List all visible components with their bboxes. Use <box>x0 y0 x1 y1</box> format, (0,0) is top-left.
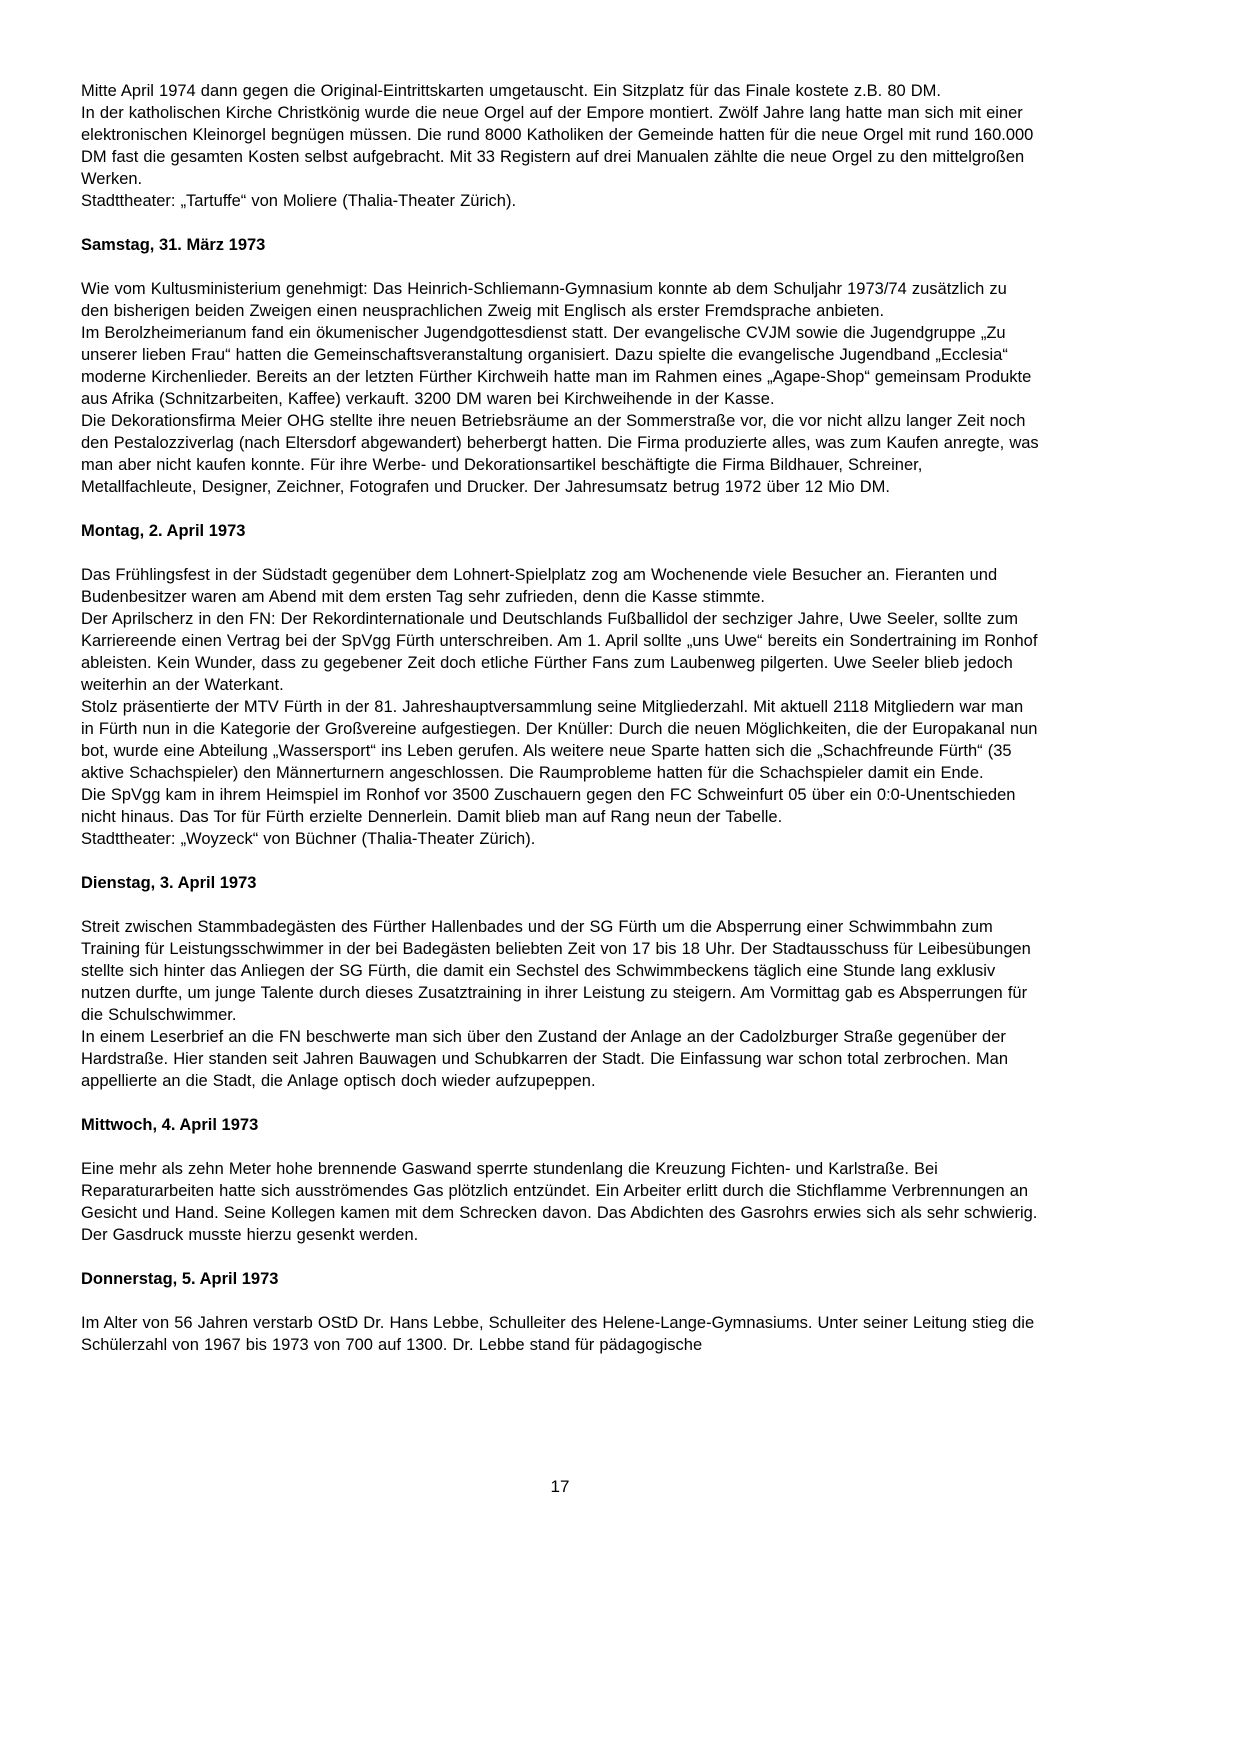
paragraph: Mitte April 1974 dann gegen die Original-Eintrittskarten umgetauscht. Ein Sitzplatz für das Finale kostete z.B. 80 DM. <box>81 82 942 100</box>
paragraph: In einem Leserbrief an die FN beschwerte man sich über den Zustand der Anlage an der Cadolzburger Straße gegenüber der Hardstraße. Hier standen seit Jahren Bauwagen und Schubkarren der Stadt. Die Einfassung war schon total zerbrochen. Man appellierte an die Stadt, die Anlage optisch doch wieder aufzupeppen. <box>81 1028 1009 1090</box>
paragraph: Stolz präsentierte der MTV Fürth in der 81. Jahreshauptversammlung seine Mitgliederzahl. Mit aktuell 2118 Mitgliedern war man in Fürth nun in die Kategorie der Großvereine aufgestiegen. Der Knüller: Durch die neuen Möglichkeiten, die der Europakanal nun bot, wurde eine Abteilung „Wassersport“ ins Leben gerufen. Als weitere neue Sparte hatten sich die „Schachfreunde Fürth“ (35 aktive Schachspieler) den Männerturnern angeschlossen. Die Raumprobleme hatten für die Schachspieler damit ein Ende. <box>81 698 1038 782</box>
date-heading-dienstag: Dienstag, 3. April 1973 <box>81 874 257 892</box>
date-heading-montag: Montag, 2. April 1973 <box>81 522 246 540</box>
paragraph: Das Frühlingsfest in der Südstadt gegenüber dem Lohnert-Spielplatz zog am Wochenende viele Besucher an. Fieranten und Budenbesitzer waren am Abend mit dem ersten Tag sehr zufrieden, denn die Kasse stimmte. <box>81 566 998 606</box>
paragraph: Die Dekorationsfirma Meier OHG stellte ihre neuen Betriebsräume an der Sommerstraße vor, die vor nicht allzu langer Zeit noch den Pestalozziverlag (nach Eltersdorf abgewandert) beherbergt hatten. Die Firma produzierte alles, was zum Kaufen anregte, was man aber nicht kaufen konnte. Für ihre Werbe- und Dekorationsartikel beschäftigte die Firma Bildhauer, Schreiner, Metallfachleute, Designer, Zeichner, Fotografen und Drucker. Der Jahresumsatz betrug 1972 über 12 Mio DM. <box>81 412 1039 496</box>
paragraph: In der katholischen Kirche Christkönig wurde die neue Orgel auf der Empore montiert. Zwölf Jahre lang hatte man sich mit einer elektronischen Kleinorgel begnügen müssen. Die rund 8000 Katholiken der Gemeinde hatten für die neue Orgel mit rund 160.000 DM fast die gesamten Kosten selbst aufgebracht. Mit 33 Registern auf drei Manualen zählte die neue Orgel zu den mittelgroßen Werken. <box>81 104 1034 188</box>
paragraph: Im Berolzheimerianum fand ein ökumenischer Jugendgottesdienst statt. Der evangelische CVJM sowie die Jugendgruppe „Zu unserer lieben Frau“ hatten die Gemeinschaftsveranstaltung organisiert. Dazu spielte die evangelische Jugendband „Ecclesia“ moderne Kirchenlieder. Bereits an der letzten Fürther Kirchweih hatte man im Rahmen eines „Agape-Shop“ gemeinsam Produkte aus Afrika (Schnitzarbeiten, Kaffee) verkauft. 3200 DM waren bei Kirchweihende in der Kasse. <box>81 324 1032 408</box>
paragraph: Im Alter von 56 Jahren verstarb OStD Dr. Hans Lebbe, Schulleiter des Helene-Lange-Gymnasiums. Unter seiner Leitung stieg die Schülerzahl von 1967 bis 1973 von 700 auf 1300. Dr. Lebbe stand für pädagogische <box>81 1314 1035 1354</box>
date-heading-mittwoch: Mittwoch, 4. April 1973 <box>81 1116 259 1134</box>
date-heading-samstag: Samstag, 31. März 1973 <box>81 236 266 254</box>
paragraph: Stadttheater: „Tartuffe“ von Moliere (Thalia-Theater Zürich). <box>81 192 517 210</box>
date-heading-donnerstag: Donnerstag, 5. April 1973 <box>81 1270 279 1288</box>
paragraph: Die SpVgg kam in ihrem Heimspiel im Ronhof vor 3500 Zuschauern gegen den FC Schweinfurt 05 über ein 0:0-Unentschieden nicht hinaus. Das Tor für Fürth erzielte Dennerlein. Damit blieb man auf Rang neun der Tabelle. <box>81 786 1016 826</box>
paragraph: Wie vom Kultusministerium genehmigt: Das Heinrich-Schliemann-Gymnasium konnte ab dem Schuljahr 1973/74 zusätzlich zu den bisherigen beiden Zweigen einen neusprachlichen Zweig mit Englisch als erster Fremdsprache anbieten. <box>81 280 1007 320</box>
paragraph: Stadttheater: „Woyzeck“ von Büchner (Thalia-Theater Zürich). <box>81 830 536 848</box>
paragraph: Eine mehr als zehn Meter hohe brennende Gaswand sperrte stundenlang die Kreuzung Fichten- und Karlstraße. Bei Reparaturarbeiten hatte sich ausströmendes Gas plötzlich entzündet. Ein Arbeiter erlitt durch die Stichflamme Verbrennungen an Gesicht und Hand. Seine Kollegen kamen mit dem Schrecken davon. Das Abdichten des Gasrohrs erwies sich als sehr schwierig. Der Gasdruck musste hierzu gesenkt werden. <box>81 1160 1038 1244</box>
document-page <box>81 80 1039 1356</box>
paragraph: Streit zwischen Stammbadegästen des Fürther Hallenbades und der SG Fürth um die Absperrung einer Schwimmbahn zum Training für Leistungsschwimmer in der bei Badegästen beliebten Zeit von 17 bis 18 Uhr. Der Stadtausschuss für Leibesübungen stellte sich hinter das Anliegen der SG Fürth, die damit ein Sechstel des Schwimmbeckens täglich eine Stunde lang exklusiv nutzen durfte, um junge Talente durch dieses Zusatztraining in ihrer Leistung zu steigern. Am Vormittag gab es Absperrungen für die Schulschwimmer. <box>81 918 1031 1024</box>
page-number: 17 <box>550 1477 570 1496</box>
paragraph: Der Aprilscherz in den FN: Der Rekordinternationale und Deutschlands Fußballidol der sechziger Jahre, Uwe Seeler, sollte zum Karriereende einen Vertrag bei der SpVgg Fürth unterschreiben. Am 1. April sollte „uns Uwe“ bereits ein Sondertraining im Ronhof ableisten. Kein Wunder, dass zu gegebener Zeit doch etliche Fürther Fans zum Laubenweg pilgerten. Uwe Seeler blieb jedoch weiterhin an der Waterkant. <box>81 610 1038 694</box>
